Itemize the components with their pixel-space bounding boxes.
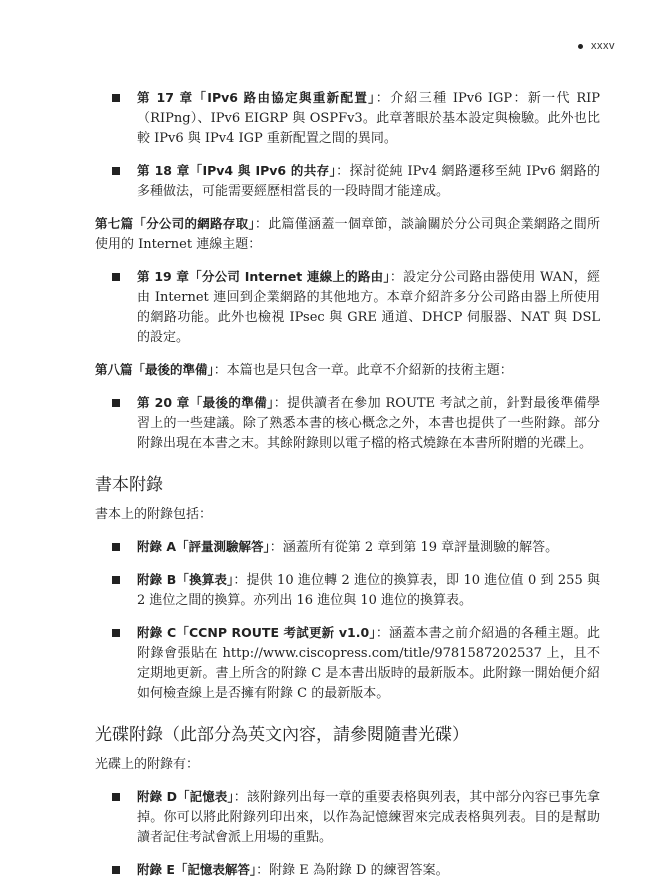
item-text: ：涵蓋本書之前介紹過的各種主題。此附錄會張貼在 http://www.ciscopress.com/title/9781587202537 上，且不定期地更新。書上所含的附錄 C 是本書出版時的最新版本。此附錄一開始便介紹如何檢查線上是否擁有附錄 C 的最新版本。 <box>137 626 600 701</box>
book-appendix-intro: 書本上的附錄包括： <box>95 507 213 522</box>
part-text: ：本篇也是只包含一章。此章不介紹新的技術主題： <box>213 363 513 378</box>
item-text: ：該附錄列出每一章的重要表格與列表，其中部分內容已事先拿掉。你可以將此附錄列印出來，以作為記憶練習來完成表格與列表。目的是幫助讀者記住考試會派上用場的重點。 <box>137 790 600 845</box>
cd-appendix-title: 光碟附錄（此部分為英文內容，請參閱隨書光碟） <box>95 725 469 745</box>
item-text: ：提供 10 進位轉 2 進位的換算表，即 10 進位值 0 到 255 與 2 進位之間的換算。亦列出 16 進位與 10 進位的換算表。 <box>137 573 600 608</box>
chapter-18-item <box>95 161 600 202</box>
chapter-19-item <box>95 267 600 348</box>
item-text: ：設定分公司路由器使用 WAN，經由 Internet 連回到企業網路的其他地方。本章介紹許多分公司路由器上所使用的網路功能。此外也檢視 IPsec 與 GRE 通道、DHCP 伺服器、NAT 與 DSL 的設定。 <box>137 270 600 345</box>
part-lead: 第八篇「最後的準備」 <box>95 362 214 377</box>
item-lead: 第 19 章「分公司 Internet 連線上的路由」 <box>137 269 390 284</box>
part-8-paragraph <box>95 360 600 381</box>
part-lead: 第七篇「分公司的網路存取」 <box>95 216 255 231</box>
item-lead: 第 20 章「最後的準備」 <box>137 395 274 410</box>
square-bullet-icon <box>112 94 120 102</box>
appendix-c-item <box>95 623 600 704</box>
square-bullet-icon <box>112 793 120 801</box>
item-text: ：涵蓋所有從第 2 章到第 19 章評量測驗的解答。 <box>269 540 559 555</box>
appendix-d-item <box>95 787 600 848</box>
square-bullet-icon <box>112 629 120 637</box>
item-lead: 附錄 E「記憶表解答」 <box>137 862 257 877</box>
square-bullet-icon <box>112 543 120 551</box>
square-bullet-icon <box>112 576 120 584</box>
page-content <box>95 88 600 893</box>
item-lead: 第 17 章「IPv6 路由協定與重新配置」 <box>137 90 376 105</box>
item-lead: 附錄 D「記憶表」 <box>137 789 234 804</box>
item-text: ：探討從純 IPv4 網路遷移至純 IPv6 網路的多種做法，可能需要經歷相當長的一段時間才能達成。 <box>137 164 600 199</box>
chapter-20-item <box>95 393 600 454</box>
square-bullet-icon <box>112 273 120 281</box>
page-number: xxxv <box>591 40 615 52</box>
cd-appendix-intro: 光碟上的附錄有： <box>95 757 200 772</box>
book-appendix-title: 書本附錄 <box>95 475 163 495</box>
square-bullet-icon <box>112 167 120 175</box>
item-lead: 附錄 B「換算表」 <box>137 572 234 587</box>
item-text: ：附錄 E 為附錄 D 的練習答案。 <box>256 863 449 878</box>
item-text: ：介紹三種 IPv6 IGP：新一代 RIP（RIPng）、IPv6 EIGRP 與 OSPFv3。此章著眼於基本設定與檢驗。此外也比較 IPv6 與 IPv4 IGP 重新配置之間的異同。 <box>137 91 600 146</box>
appendix-e-item <box>95 860 600 881</box>
appendix-a-item <box>95 537 600 558</box>
item-text: ：提供讀者在參加 ROUTE 考試之前，針對最後準備學習上的一些建議。除了熟悉本書的核心概念之外，本書也提供了一些附錄。部分附錄出現在本書之末。其餘附錄則以電子檔的格式燒錄在本書所附贈的光碟上。 <box>137 396 601 451</box>
part-7-paragraph <box>95 214 600 255</box>
bullet-dot-icon <box>578 44 583 49</box>
item-lead: 第 18 章「IPv4 與 IPv6 的共存」 <box>137 163 337 178</box>
page-header <box>578 40 615 52</box>
appendix-b-item <box>95 570 600 611</box>
part-text: ：此篇僅涵蓋一個章節，談論關於分公司與企業網路之間所使用的 Internet 連線主題： <box>95 217 600 252</box>
square-bullet-icon <box>112 399 120 407</box>
chapter-17-item <box>95 88 600 149</box>
item-lead: 附錄 A「評量測驗解答」 <box>137 539 270 554</box>
item-lead: 附錄 C「CCNP ROUTE 考試更新 v1.0」 <box>137 625 376 640</box>
square-bullet-icon <box>112 866 120 874</box>
